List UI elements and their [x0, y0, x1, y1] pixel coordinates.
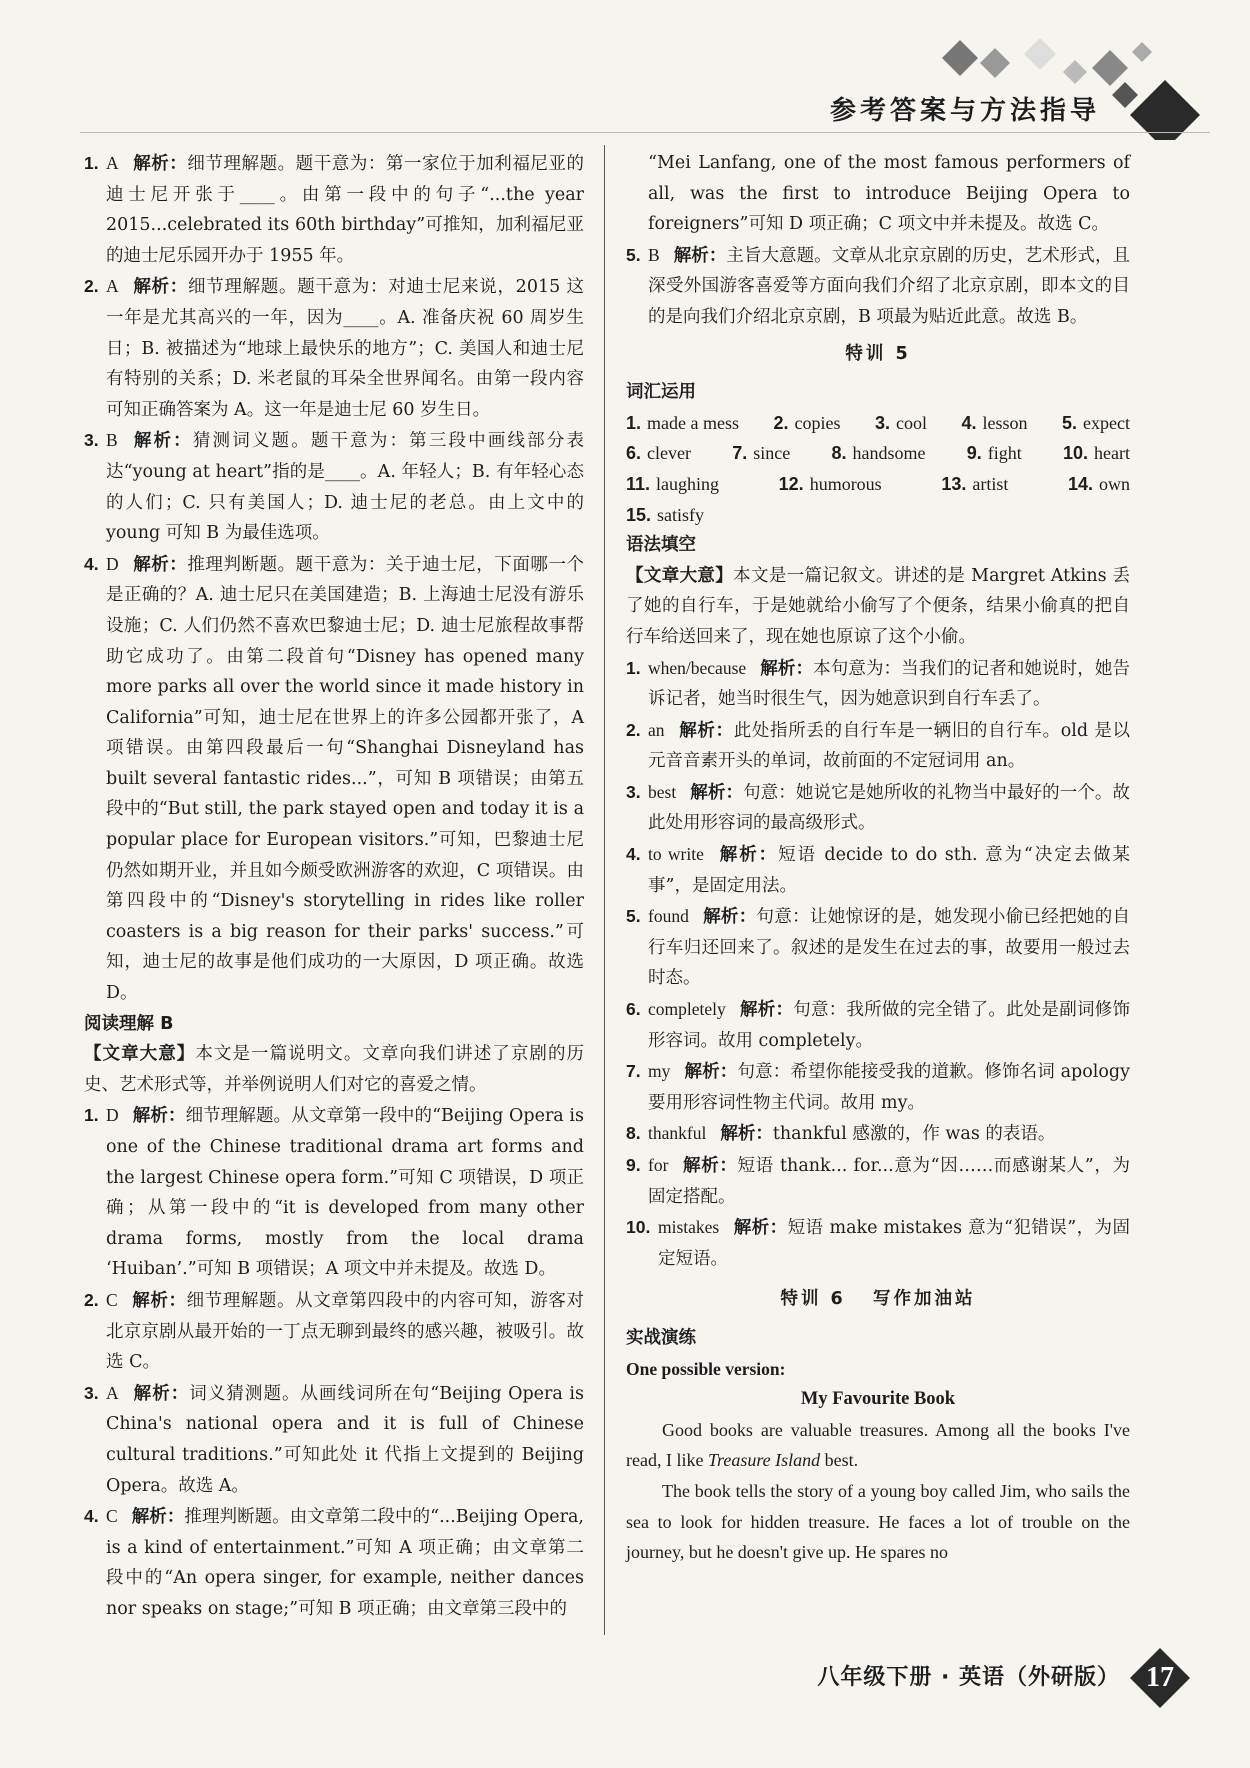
item-number: 5. — [626, 906, 641, 927]
analysis-label: 解析： — [720, 1124, 773, 1145]
summary-text: 本文是一篇说明文。文章向我们讲述了京剧的历史、艺术形式等，并举例说明人们对它的喜爱之情。 — [84, 1044, 585, 1095]
vocab-number: 4. — [961, 412, 977, 433]
vocab-heading: 词汇运用 — [626, 382, 696, 403]
item-number: 1. — [626, 657, 641, 678]
answer-letter: A — [106, 153, 119, 173]
item-number: 5. — [626, 244, 641, 265]
analysis-label: 解析： — [684, 1062, 738, 1083]
answer-word: mistakes — [658, 1217, 720, 1238]
vocab-word: laughing — [656, 473, 720, 494]
grammar-item — [626, 777, 1130, 839]
section-title-t5: 特训 5 — [845, 343, 911, 364]
answer-item — [626, 240, 1130, 333]
answer-letter: C — [106, 1289, 118, 1310]
vocab-word: cool — [896, 412, 927, 433]
continued-text: “Mei Lanfang, one of the most famous performers of all, was the first to introduce Beijing Opera to foreigners”可知 D 项正确；C 项文中并未提及。故选 C。 — [648, 153, 1130, 235]
analysis-text: 主旨大意题。文章从北京京剧的历史，艺术形式，且深受外国游客喜爱等方面向我们介绍了北京京剧，即本文的目的是向我们介绍北京京剧，B 项最为贴近此意。故选 B。 — [648, 245, 1130, 327]
analysis-label: 解析： — [132, 554, 188, 575]
analysis-text: 短语 thank... for...意为“因……而感谢某人”，为固定搭配。 — [648, 1156, 1131, 1207]
analysis-text: 细节理解题。从文章第一段中的“Beijing Opera is one of the Chinese traditional drama art forms and the largest Chinese opera form.”可知 C 项错误，D 项正确；从第一段中的“it is developed from many other drama forms, mostly from the local drama ‘Huiban’.”可知 B 项错误；A 项文中并未提及。故选 D。 — [106, 1106, 584, 1280]
possible-version-label: One possible version: — [626, 1358, 786, 1379]
grammar-item — [626, 1118, 1130, 1150]
vocab-number: 15. — [626, 504, 652, 525]
vocab-word: heart — [1093, 443, 1130, 464]
answer-letter: D — [106, 553, 119, 574]
grammar-heading: 语法填空 — [626, 535, 696, 556]
item-number: 6. — [626, 999, 641, 1020]
section-title-t6: 特训 6 写作加油站 — [780, 1289, 976, 1310]
item-number: 2. — [84, 276, 99, 297]
item-number: 3. — [84, 430, 99, 451]
vocab-item — [779, 469, 882, 500]
vocab-item — [626, 500, 704, 531]
analysis-label: 解析： — [131, 431, 193, 452]
vocab-word: clever — [647, 443, 691, 464]
item-number: 4. — [84, 1506, 99, 1527]
vocab-word: expect — [1083, 412, 1130, 433]
vocab-item — [941, 469, 1008, 500]
analysis-label: 解析： — [131, 1507, 185, 1528]
answer-item — [84, 1285, 584, 1378]
footer-text: 八年级下册 · 英语（外研版） — [817, 1665, 1120, 1690]
answer-item — [84, 1501, 584, 1624]
analysis-label: 解析： — [132, 154, 188, 174]
vocab-item — [773, 408, 840, 439]
item-number: 3. — [84, 1382, 99, 1403]
grammar-item — [626, 994, 1130, 1056]
analysis-label: 解析： — [132, 1383, 190, 1404]
analysis-text: 短语 make mistakes 意为“犯错误”，为固定短语。 — [658, 1218, 1131, 1269]
summary-text: 本文是一篇记叙文。讲述的是 Margret Atkins 丢了她的自行车，于是她就给小偷写了个便条，结果小偷真的把自行车给送回来了，现在她也原谅了这个小偷。 — [626, 565, 1130, 647]
header-title: 参考答案与方法指导 — [829, 96, 1100, 126]
analysis-text: 推理判断题。由文章第二段中的“...Beijing Opera, is a kind of entertainment.”可知 A 项正确；由文章第二段中的“An opera singer, for example, neither dances nor speaks on stage;”可知 B 项正确；由文章第三段中的 — [106, 1507, 584, 1619]
item-number: 2. — [84, 1289, 99, 1310]
analysis-text: 句意：她说它是她所收的礼物当中最好的一个。故此处用形容词的最高级形式。 — [648, 782, 1131, 834]
answer-word: to write — [648, 844, 704, 865]
answer-letter: B — [106, 430, 118, 451]
vocab-item — [1063, 438, 1130, 469]
left-column — [84, 148, 584, 1625]
essay-paragraph — [626, 1415, 1130, 1476]
vocab-word: satisfy — [657, 504, 705, 525]
summary-paragraph — [84, 1039, 584, 1100]
grammar-item — [626, 1212, 1130, 1274]
vocab-item — [1062, 408, 1130, 439]
answer-letter: C — [106, 1506, 118, 1527]
analysis-text: 词义猜测题。从画线词所在句“Beijing Opera is China's national opera and it is full of Chinese cultural traditions.”可知此处 it 代指上文提到的 Beijing Opera。故选 A。 — [106, 1383, 585, 1496]
vocab-number: 13. — [941, 473, 967, 494]
item-number: 1. — [84, 153, 99, 173]
answer-item — [84, 425, 584, 548]
analysis-text: 细节理解题。从文章第四段中的内容可知，游客对北京京剧从最开始的一丁点无聊到最终的感兴趣，被吸引。故选 C。 — [106, 1290, 585, 1373]
vocab-number: 2. — [773, 412, 789, 433]
analysis-text: 此处指所丢的自行车是一辆旧的自行车。old 是以元音音素开头的单词，故前面的不定冠词用 an。 — [648, 720, 1131, 772]
header-rule — [80, 132, 1210, 133]
analysis-text: 句意：希望你能接受我的道歉。修饰名词 apology 要用形容词性物主代词。故用 my。 — [648, 1062, 1130, 1113]
vocab-row — [626, 500, 1130, 531]
essay-text: Good books are valuable treasures. Among all the books I've read, I like — [626, 1419, 1130, 1471]
grammar-list — [626, 653, 1130, 1275]
analysis-label: 解析： — [132, 1106, 186, 1127]
analysis-label: 解析： — [131, 1290, 187, 1311]
analysis-text: 推理判断题。题干意为：关于迪士尼，下面哪一个是正确的？A. 迪士尼只在美国建造；B. 上海迪士尼没有游乐设施；C. 人们仍然不喜欢巴黎迪士尼；D. 迪士尼旅程故事帮助它成功了。由第二段首句“Disney has opened many more parks all over the world since it made history in California”可知，迪士尼在世界上的许多公园都开张了，A 项错误。由第四段最后一句“Shanghai Disneyland has built several fantastic rides...”，可知 B 项错误；由第五段中的“But still, the park stayed open and today it is a popular place for European visitors.”可知，巴黎迪士尼仍然如期开业，并且如今颇受欧洲游客的欢迎，C 项错误。由第四段中的“Disney's storytelling in rides like roller coasters is a big reason for their parks' success.”可知，迪士尼的故事是他们成功的一大原因，D 项正确。故选 D。 — [106, 554, 584, 1004]
grammar-item — [626, 715, 1130, 777]
item-number: 7. — [626, 1061, 641, 1082]
item-number: 3. — [626, 781, 641, 802]
item-number: 1. — [84, 1105, 99, 1126]
vocab-row — [626, 469, 1130, 500]
vocab-item — [1068, 469, 1130, 500]
analysis-text: 句意：让她惊讶的是，她发现小偷已经把她的自行车归还回来了。叙述的是发生在过去的事，故要用一般过去时态。 — [648, 907, 1131, 989]
answer-item — [84, 1378, 584, 1501]
book-title: Treasure Island — [707, 1450, 821, 1471]
vocab-number: 8. — [831, 443, 847, 464]
analysis-label: 解析： — [717, 845, 779, 866]
answer-item — [84, 1100, 584, 1285]
vocab-number: 11. — [626, 473, 651, 494]
essay-title: My Favourite Book — [800, 1389, 956, 1410]
vocab-number: 12. — [778, 473, 804, 494]
vocab-item — [962, 408, 1028, 439]
summary-label: 【文章大意】 — [84, 1044, 196, 1065]
vocab-word: handsome — [852, 443, 926, 464]
vocab-word: own — [1099, 473, 1130, 494]
vocab-number: 7. — [732, 443, 748, 464]
vocab-number: 14. — [1067, 473, 1093, 494]
analysis-text: 细节理解题。题干意为：第一家位于加利福尼亚的迪士尼开张于____。由第一段中的句子“...the year 2015...celebrated its 60th birthday”可推知，加利福尼亚的迪士尼乐园开办于 1955 年。 — [106, 154, 584, 266]
vocab-row — [626, 438, 1130, 469]
analysis-label: 解析： — [678, 720, 734, 741]
grammar-item — [626, 653, 1130, 715]
essay-paragraph: The book tells the story of a young boy called Jim, who sails the sea to look for hidden treasure. He faces a lot of trouble on the journey, but he doesn't give up. He spares no — [626, 1480, 1130, 1563]
vocab-word: humorous — [809, 473, 882, 494]
answer-word: for — [648, 1155, 669, 1175]
analysis-text: thankful 感激的，作 was 的表语。 — [772, 1124, 1056, 1145]
answer-letter: A — [106, 1382, 119, 1403]
analysis-text: 句意：我所做的完全错了。此处是副词修饰形容词。故用 completely。 — [648, 1000, 1130, 1051]
analysis-label: 解析： — [760, 658, 814, 679]
summary-label: 【文章大意】 — [626, 565, 734, 586]
analysis-text: 短语 decide to do sth. 意为“决定去做某事”，是固定用法。 — [648, 845, 1130, 896]
answer-word: thankful — [648, 1123, 707, 1144]
grammar-item — [626, 839, 1130, 901]
vocab-word: made a mess — [647, 412, 739, 433]
vocab-number: 3. — [874, 412, 890, 433]
section-heading: 阅读理解 B — [84, 1013, 174, 1034]
vocab-word: copies — [794, 412, 841, 433]
answer-letter: D — [106, 1105, 119, 1126]
answer-item — [84, 549, 584, 1009]
item-number: 10. — [626, 1217, 651, 1238]
analysis-label: 解析： — [739, 1000, 794, 1021]
analysis-text: 细节理解题。题干意为：对迪士尼来说，2015 这一年是尤其高兴的一年，因为____。A. 准备庆祝 60 周岁生日；B. 被描述为“地球上最快乐的地方”；C. 美国人和迪士尼有特别的关系；D. 米老鼠的耳朵全世界闻名。由第一段内容可知正确答案为 A。这一年是迪士尼 60 岁生日。 — [106, 277, 584, 420]
practice-heading: 实战演练 — [626, 1327, 696, 1348]
analysis-label: 解析： — [733, 1218, 788, 1239]
vocab-item — [831, 438, 925, 469]
analysis-label: 解析： — [702, 907, 757, 928]
answer-item — [84, 148, 584, 271]
summary-paragraph — [626, 561, 1130, 653]
item-number: 4. — [84, 553, 99, 574]
answer-word: an — [648, 719, 665, 740]
answer-word: best — [648, 781, 677, 802]
vocab-word: lesson — [982, 412, 1028, 433]
answer-word: when/because — [648, 657, 747, 678]
analysis-label: 解析： — [682, 1156, 738, 1176]
right-column — [626, 148, 1130, 1568]
vocab-number: 5. — [1062, 412, 1078, 433]
answer-letter: B — [648, 244, 660, 265]
analysis-label: 解析： — [132, 277, 188, 298]
grammar-item — [626, 1150, 1130, 1212]
vocab-row — [626, 408, 1130, 439]
vocab-item — [626, 408, 739, 439]
vocab-number: 10. — [1062, 443, 1088, 464]
vocab-number: 1. — [626, 412, 642, 433]
vocab-item — [967, 438, 1022, 469]
analysis-text: 本句意为：当我们的记者和她说时，她告诉记者，她当时很生气，因为她意识到自行车丢了。 — [648, 658, 1131, 710]
item-number: 9. — [626, 1155, 641, 1175]
answer-word: found — [648, 906, 689, 927]
column-divider — [604, 145, 605, 1635]
answer-word: completely — [648, 999, 726, 1020]
page-number: 17 — [1146, 1662, 1174, 1693]
grammar-item — [626, 1056, 1130, 1118]
item-number: 2. — [626, 719, 641, 740]
answer-word: my — [648, 1061, 671, 1082]
answer-letter: A — [106, 276, 119, 297]
item-number: 4. — [626, 844, 641, 865]
analysis-label: 解析： — [673, 245, 727, 266]
vocab-number: 6. — [626, 443, 642, 464]
vocab-item — [875, 408, 927, 439]
item-number: 8. — [626, 1123, 641, 1144]
vocab-list — [626, 408, 1130, 530]
answer-item — [84, 271, 584, 425]
vocab-item — [732, 438, 790, 469]
vocab-word: artist — [972, 473, 1009, 494]
analysis-text: 猜测词义题。题干意为：第三段中画线部分表达“young at heart”指的是____。A. 年轻人；B. 有年轻心态的人们；C. 只有美国人；D. 迪士尼的老总。由上文中的 young 可知 B 为最佳选项。 — [106, 431, 585, 544]
vocab-item — [626, 438, 691, 469]
vocab-word: fight — [987, 443, 1022, 464]
vocab-item — [626, 469, 719, 500]
grammar-item — [626, 901, 1130, 994]
vocab-word: since — [753, 443, 791, 464]
vocab-number: 9. — [966, 443, 982, 464]
essay-text: best. — [820, 1450, 859, 1471]
analysis-label: 解析： — [690, 782, 744, 803]
